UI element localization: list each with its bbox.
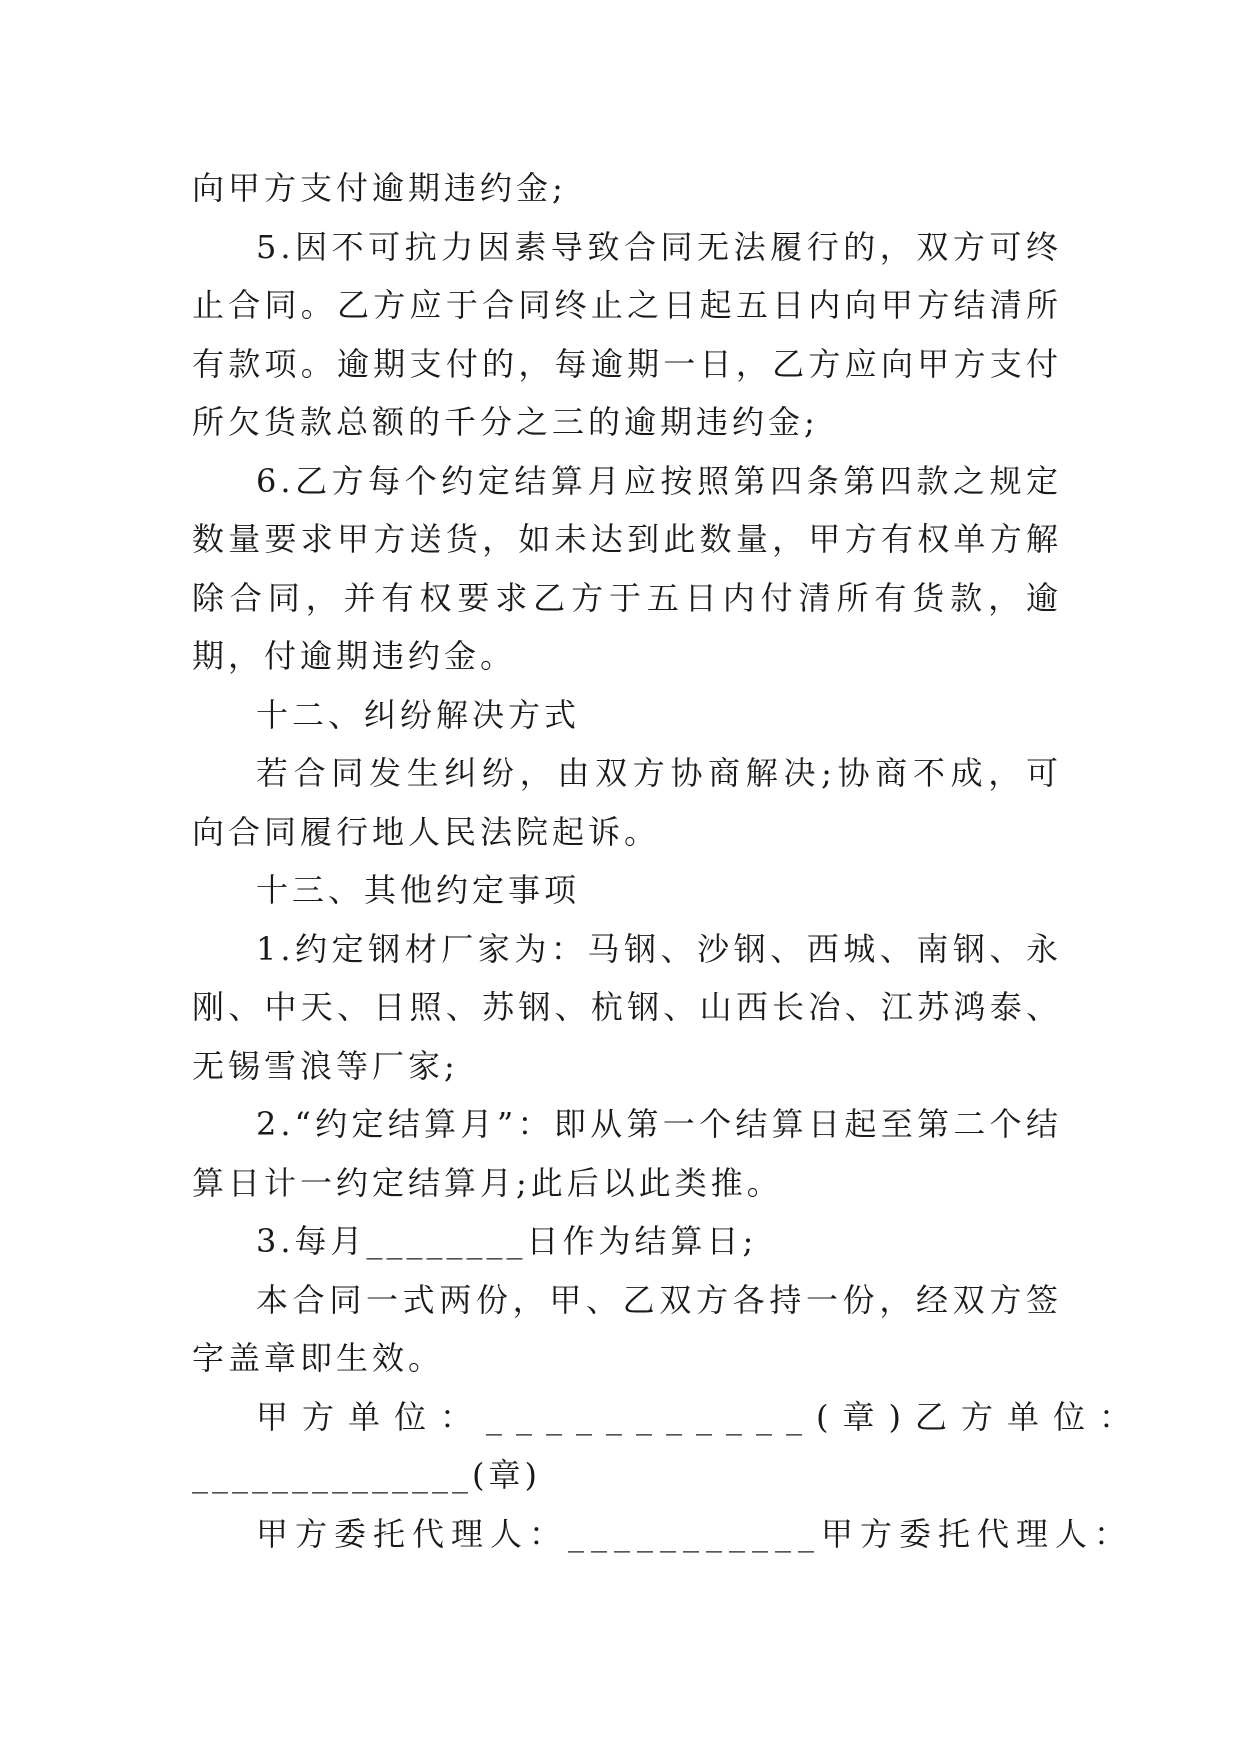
contract-body <box>192 159 1145 1563</box>
section-heading-dispute-resolution: 十二、纠纷解决方式 <box>256 695 581 734</box>
paragraph-steel-manufacturers: 1.约定钢材厂家为：马钢、沙钢、西城、南钢、永刚、中天、日照、苏钢、杭钢、山西长冶、江苏鸿泰、无锡雪浪等厂家; <box>192 929 1062 1085</box>
paragraph-monthly-quantity: 6.乙方每个约定结算月应按照第四条第四款之规定数量要求甲方送货，如未达到此数量，甲方有权单方解除合同，并有权要求乙方于五日内付清所有货款，逾期，付逾期违约金。 <box>192 461 1062 675</box>
paragraph-dispute-resolution: 若合同发生纠纷，由双方协商解决;协商不成，可向合同履行地人民法院起诉。 <box>192 754 1062 851</box>
signature-party-b-seal: ______________(章) <box>192 1456 541 1494</box>
paragraph-force-majeure: 5.因不可抗力因素导致合同无法履行的，双方可终止合同。乙方应于合同终止之日起五日内向甲方结清所有款项。逾期支付的，每逾期一日，乙方应向甲方支付所欠货款总额的千分之三的逾期违约金; <box>192 227 1062 441</box>
section-heading-other-terms: 十三、其他约定事项 <box>256 871 581 909</box>
paragraph-settlement-month: 2.“约定结算月”：即从第一个结算日起至第二个结算日计一约定结算月;此后以此类推。 <box>192 1105 1062 1202</box>
paragraph-contract-copies: 本合同一式两份，甲、乙双方各持一份，经双方签字盖章即生效。 <box>192 1280 1062 1377</box>
signature-party-units: 甲方单位：___________(章)乙方单位： <box>256 1397 1145 1436</box>
paragraph-overdue-penalty-end: 向甲方支付逾期违约金; <box>192 169 567 207</box>
signature-agents: 甲方委托代理人：___________甲方委托代理人： <box>256 1514 1134 1553</box>
paragraph-settlement-day: 3.每月________日作为结算日; <box>256 1222 758 1260</box>
